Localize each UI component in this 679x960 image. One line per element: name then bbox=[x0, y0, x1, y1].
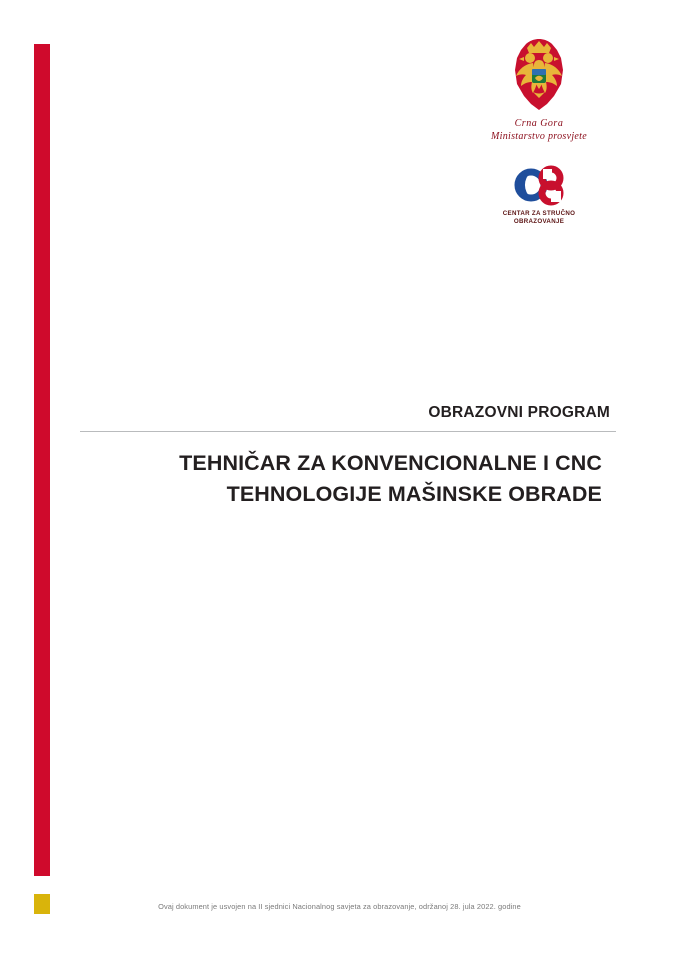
cso-line-2: OBRAZOVANJE bbox=[513, 218, 565, 226]
emblem-line-1: Crna Gora bbox=[514, 118, 564, 129]
left-red-accent-bar bbox=[34, 44, 50, 876]
cso-caption bbox=[483, 210, 595, 227]
cso-logo bbox=[483, 163, 595, 227]
emblem-line-2: Ministarstvo prosvjete bbox=[491, 130, 587, 142]
title-block bbox=[80, 404, 616, 510]
page-title-line-1: TEHNIČAR ZA KONVENCIONALNE I CNC bbox=[179, 451, 602, 475]
cso-circles-icon bbox=[489, 163, 589, 207]
montenegro-coat-of-arms-icon bbox=[491, 36, 587, 114]
page-title-line-2: TEHNOLOGIJE MAŠINSKE OBRADE bbox=[226, 482, 602, 507]
logo-group bbox=[478, 36, 600, 227]
title-divider bbox=[80, 431, 616, 432]
emblem-caption bbox=[491, 118, 587, 143]
footer-note: Ovaj dokument je usvojen na II sjednici Nacionalnog savjeta za obrazovanje, održanoj 28. jula 2022. godine bbox=[158, 902, 521, 911]
document-subtitle: OBRAZOVNI PROGRAM bbox=[428, 404, 610, 421]
page-title bbox=[80, 448, 616, 510]
cso-line-1: CENTAR ZA STRUČNO bbox=[502, 210, 576, 217]
